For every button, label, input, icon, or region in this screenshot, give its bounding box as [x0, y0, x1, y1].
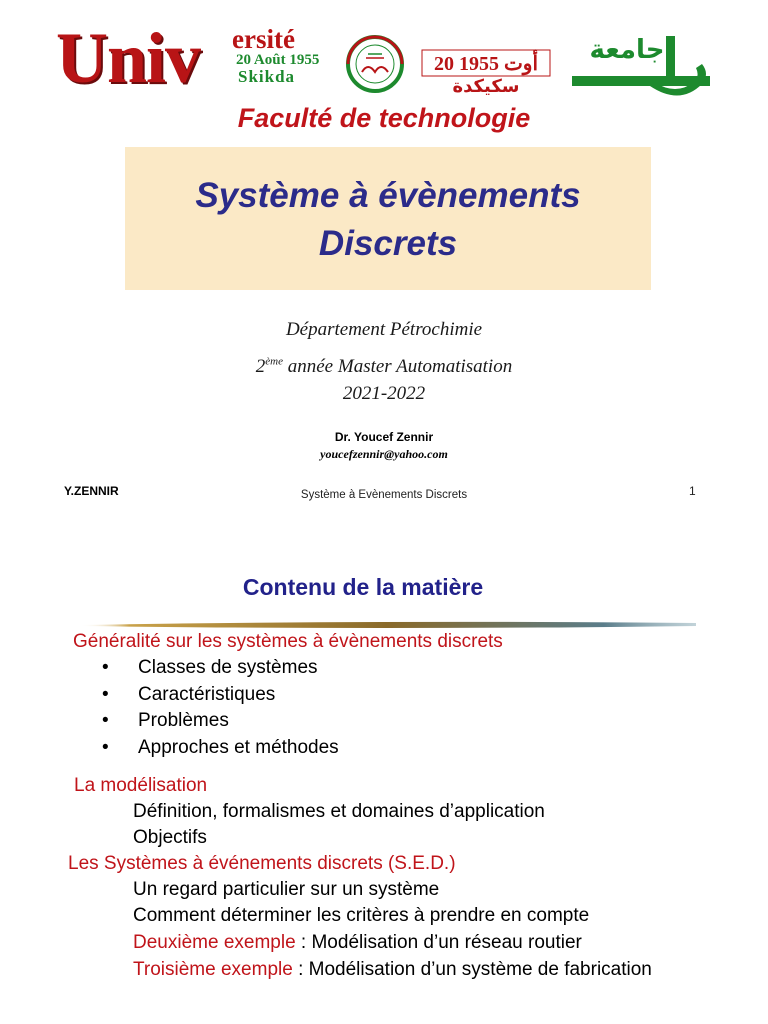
list-item: Objectifs: [133, 827, 207, 848]
page-number: 1: [689, 484, 696, 498]
example-3-label: Troisième exemple: [133, 959, 293, 980]
list-item: • Caractéristiques: [102, 682, 339, 709]
title-line-2: Discrets: [318, 224, 458, 263]
department: Département Pétrochimie: [285, 319, 483, 340]
content-title: Contenu de la matière: [242, 574, 484, 600]
logo-univ-text: Univ: [56, 18, 201, 98]
example-3-text: : Modélisation d’un système de fabrication: [292, 959, 652, 980]
logo-city-text: Skikda: [238, 67, 296, 86]
list-item: • Classes de systèmes: [102, 655, 339, 682]
bullet-list: [102, 655, 339, 761]
section-modelisation: La modélisation: [74, 775, 208, 796]
author-email: youcefzennir@yahoo.com: [320, 447, 448, 461]
list-item: Un regard particulier sur un système: [133, 879, 440, 900]
svg-text:20 أوت 1955: 20 أوت 1955: [433, 53, 539, 75]
example-2-text: : Modélisation d’un réseau routier: [295, 932, 582, 953]
svg-text:جامعة: جامعة: [589, 35, 665, 65]
section-sed: Les Systèmes à événements discrets (S.E.D.): [68, 853, 456, 874]
example-3: [133, 957, 693, 983]
svg-text:سكيكدة: سكيكدة: [452, 76, 520, 96]
example-2-label: Deuxième exemple: [133, 932, 296, 953]
logo-site-text: ersité: [232, 24, 295, 54]
example-2: [133, 930, 582, 956]
list-item: Définition, formalismes et domaines d’application: [133, 801, 545, 822]
title-line-1: Système à évènements: [195, 176, 581, 215]
academic-year: 2021-2022: [342, 383, 426, 404]
presentation-title: [125, 172, 651, 268]
university-seal-logo: [338, 34, 412, 94]
year-number: 2: [255, 356, 266, 377]
list-item: • Problèmes: [102, 708, 339, 735]
section-generalite: Généralité sur les systèmes à évènements discrets: [73, 631, 503, 652]
program-name: année Master Automatisation: [283, 356, 513, 377]
arabic-logo-text: [412, 28, 712, 96]
logo-date-text: 20 Août 1955: [236, 52, 320, 68]
footer-course-title: Système à Evènements Discrets: [300, 489, 468, 501]
author-name: Dr. Youcef Zennir: [334, 430, 434, 444]
list-item: • Approches et méthodes: [102, 735, 339, 762]
list-item: Comment déterminer les critères à prendre en compte: [133, 905, 590, 926]
faculty-name: Faculté de technologie: [237, 103, 531, 133]
program-year: [0, 354, 768, 380]
footer-author: Y.ZENNIR: [64, 484, 119, 498]
year-suffix: ème: [265, 355, 283, 368]
